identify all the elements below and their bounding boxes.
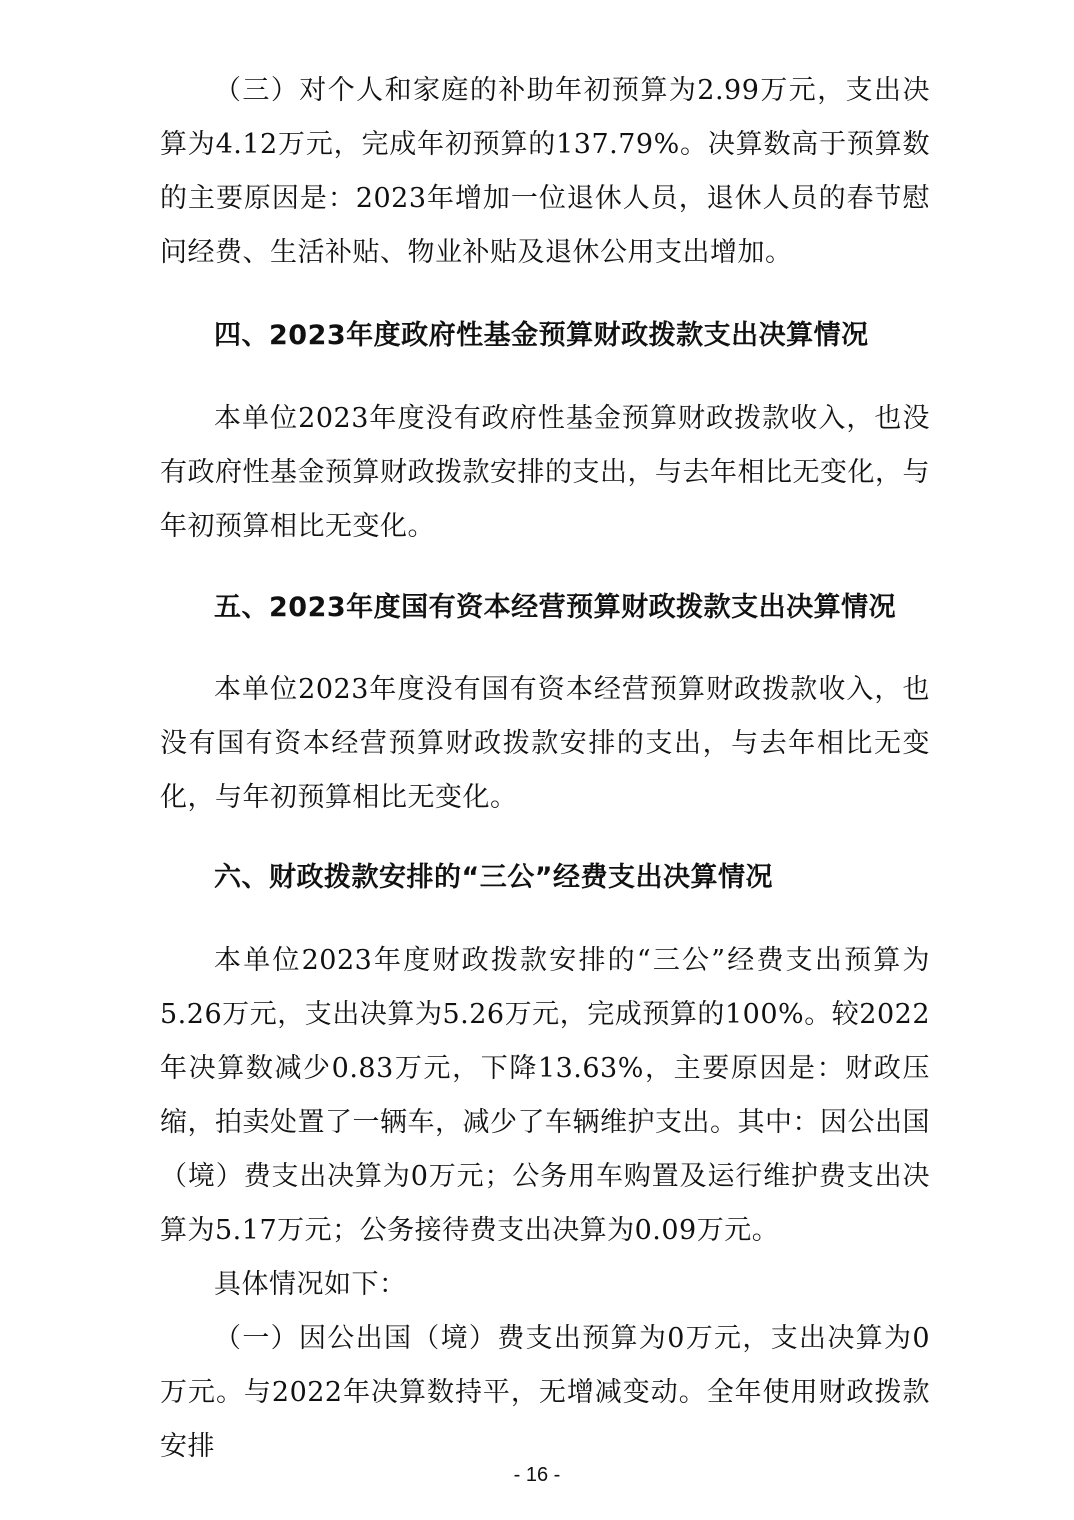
paragraph-details-intro: 具体情况如下： bbox=[214, 1269, 407, 1300]
paragraph-state-capital: 本单位2023年度没有国有资本经营预算财政拨款收入，也没有国有资本经营预算财政拨款安排的支出，与去年相比无变化，与年初预算相比无变化。 bbox=[160, 674, 930, 813]
section-heading-government-fund: 四、2023年度政府性基金预算财政拨款支出决算情况 bbox=[214, 320, 869, 351]
paragraph-overseas-travel: （一）因公出国（境）费支出预算为0万元，支出决算为0万元。与2022年决算数持平，无增减变动。全年使用财政拨款安排 bbox=[160, 1323, 930, 1462]
paragraph-government-fund: 本单位2023年度没有政府性基金预算财政拨款收入，也没有政府性基金预算财政拨款安排的支出，与去年相比无变化，与年初预算相比无变化。 bbox=[160, 403, 930, 542]
paragraph-individual-family-subsidy: （三）对个人和家庭的补助年初预算为2.99万元，支出决算为4.12万元，完成年初预算的137.79%。决算数高于预算数的主要原因是：2023年增加一位退休人员，退休人员的春节慰问经费、生活补贴、物业补贴及退休公用支出增加。 bbox=[160, 75, 930, 268]
section-heading-three-public: 六、财政拨款安排的“三公”经费支出决算情况 bbox=[214, 862, 773, 893]
section-heading-state-capital: 五、2023年度国有资本经营预算财政拨款支出决算情况 bbox=[214, 592, 897, 623]
page-number: - 16 - bbox=[513, 1464, 561, 1486]
paragraph-three-public-summary: 本单位2023年度财政拨款安排的“三公”经费支出预算为5.26万元，支出决算为5.26万元，完成预算的100%。较2022年决算数减少0.83万元，下降13.63%，主要原因是：财政压缩，拍卖处置了一辆车，减少了车辆维护支出。其中：因公出国（境）费支出决算为0万元；公务用车购置及运行维护费支出决算为5.17万元；公务接待费支出决算为0.09万元。 bbox=[160, 945, 930, 1246]
